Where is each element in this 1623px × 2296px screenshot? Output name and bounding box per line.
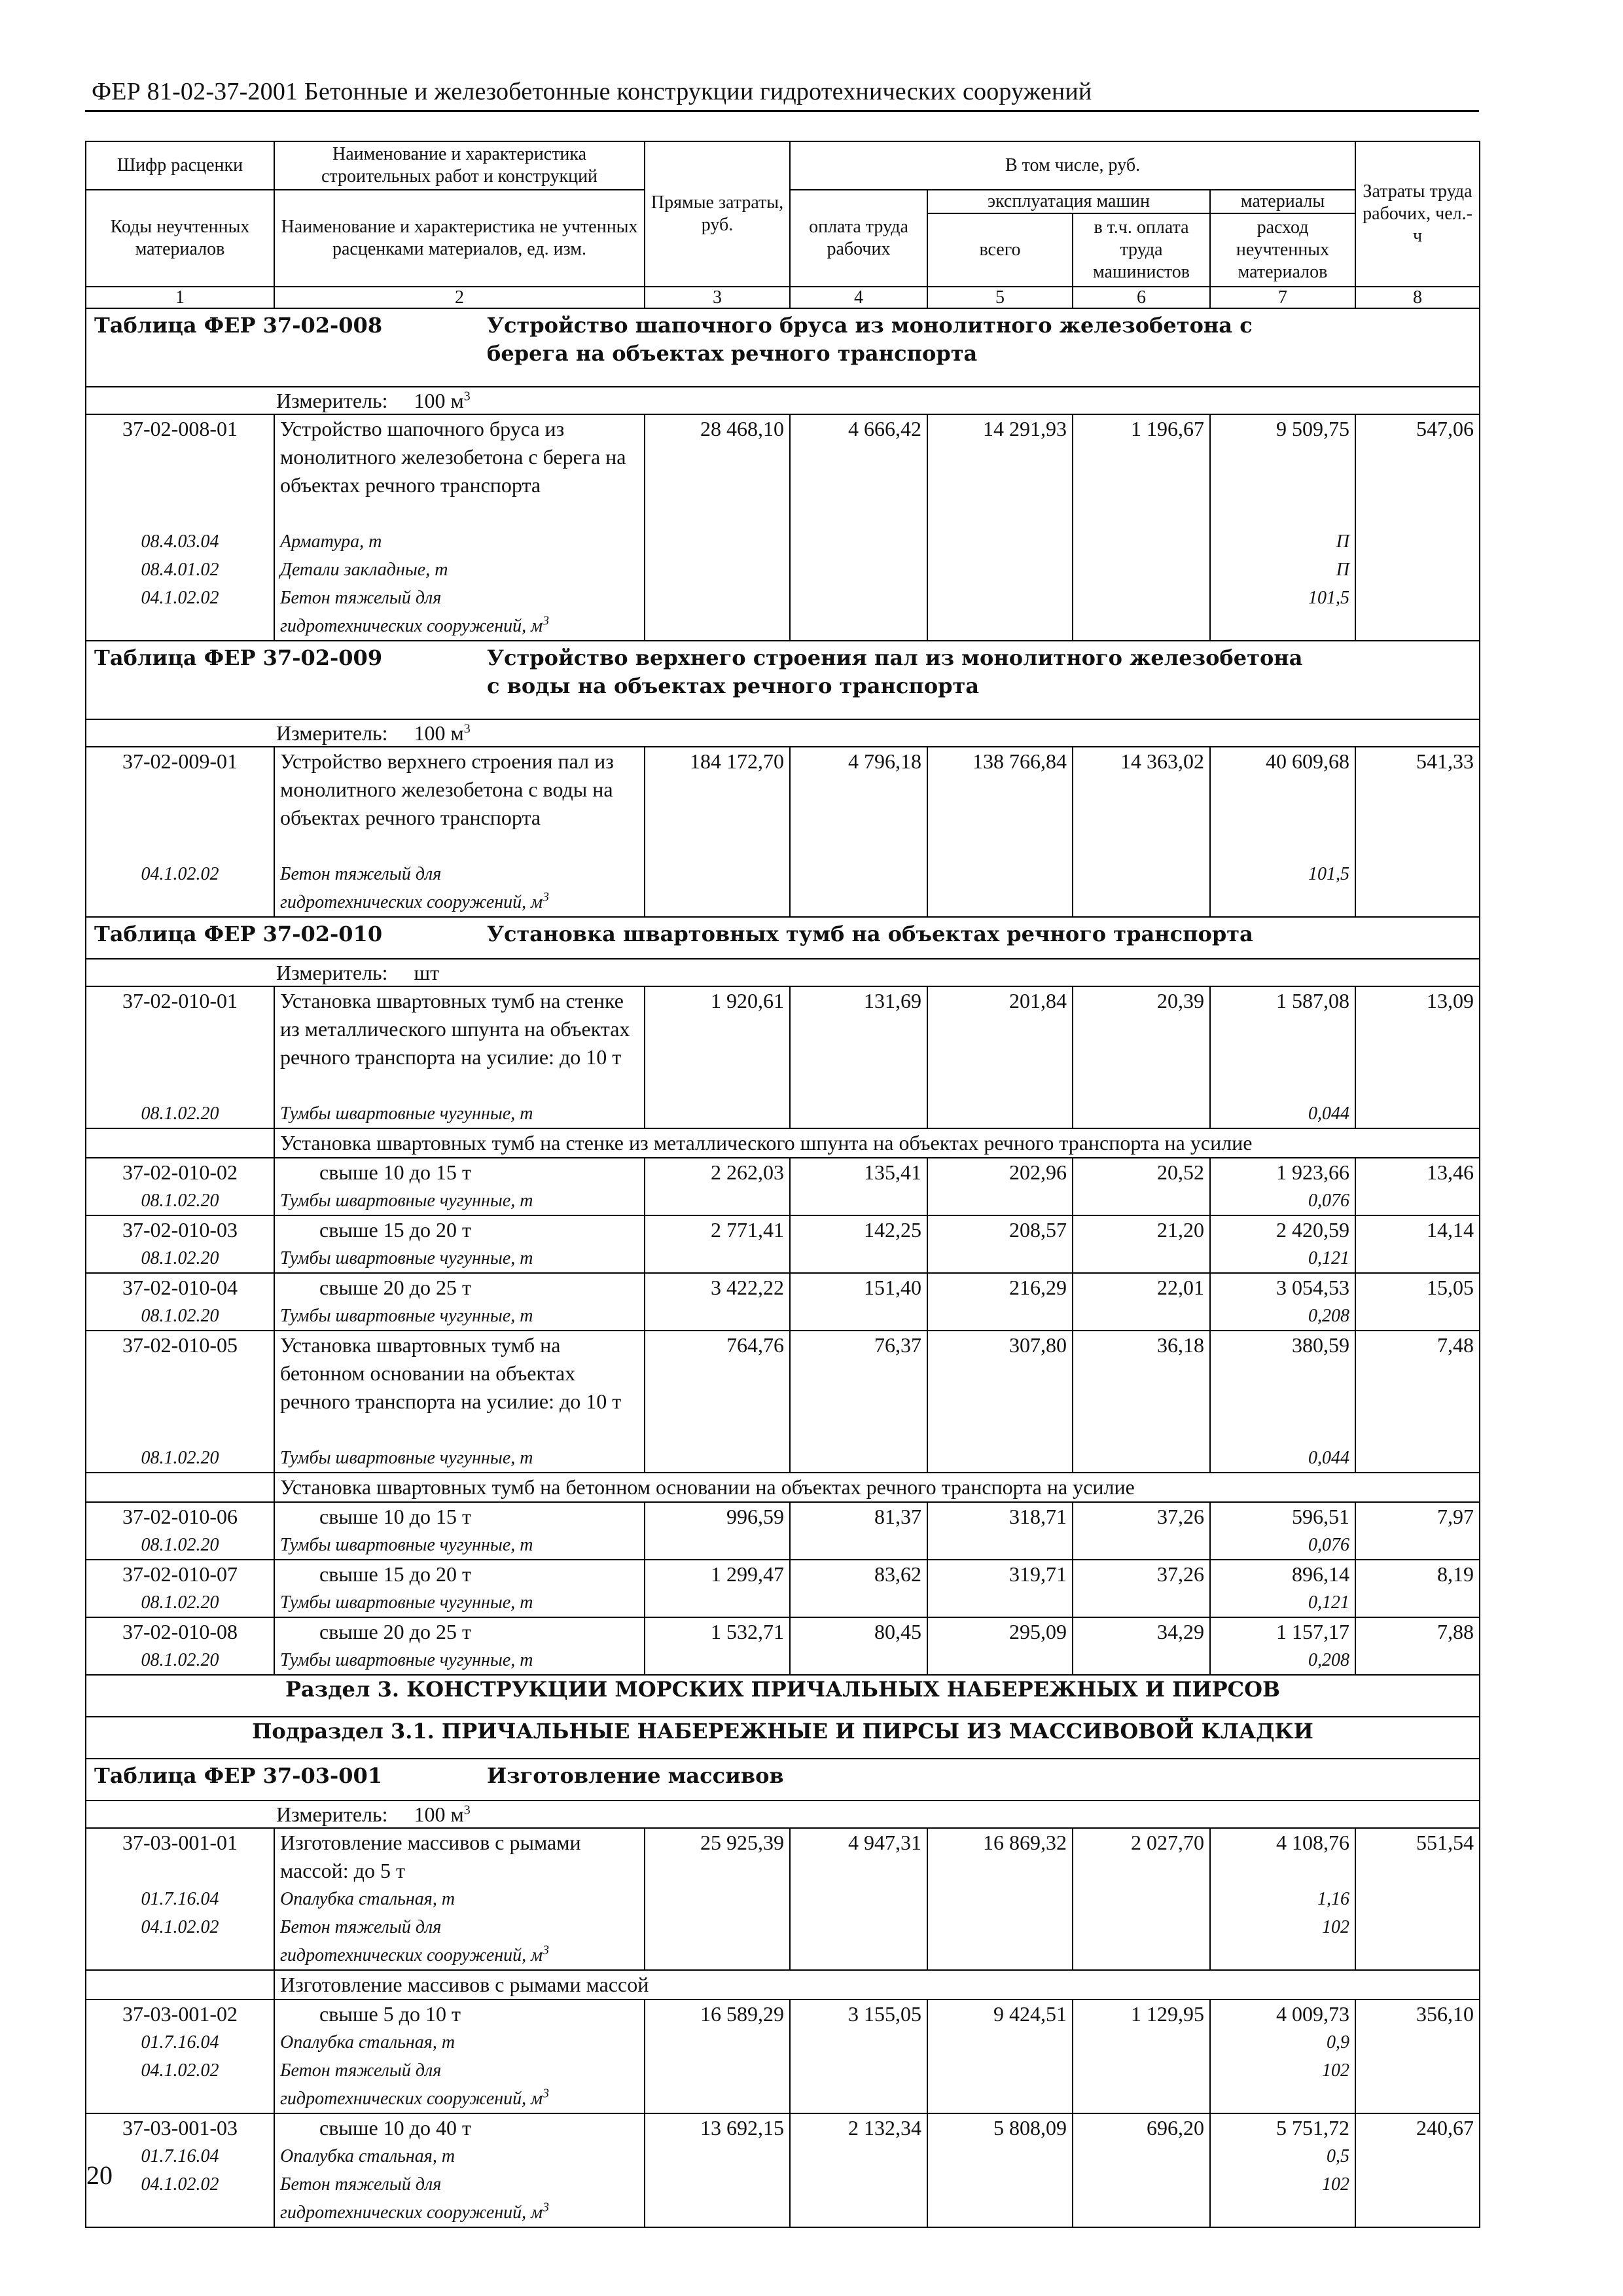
- col-labor-header: оплата труда рабочих: [790, 190, 927, 287]
- resource-name: Тумбы швартовные чугунные, т: [280, 1650, 533, 1670]
- meter-label: Измеритель:: [276, 1803, 388, 1826]
- rate-code: 37-03-001-02 01.7.16.04 04.1.02.02: [86, 2000, 274, 2113]
- work-hours: 541,33: [1355, 747, 1480, 917]
- rate-name: Устройство верхнего строения пал из монолитного железобетона с воды на объектах речного транспорта Бетон тяжелый для гидротехнических сооружений, $м^3$: [274, 747, 645, 917]
- resource-code: 04.1.02.02: [141, 588, 219, 608]
- table-row: [86, 986, 1480, 1128]
- table-code: Таблица ФЕР 37-03-001: [94, 1763, 383, 1788]
- resource-code: 08.1.02.20: [141, 1306, 219, 1326]
- resource-name: Бетон тяжелый для: [280, 1917, 442, 1937]
- col-number: 6: [1073, 287, 1210, 308]
- col-number: 5: [927, 287, 1073, 308]
- table-name: Установка швартовных тумб на объектах речного транспорта: [487, 922, 1253, 946]
- direct-cost: 2 262,03: [645, 1158, 790, 1215]
- table-code: Таблица ФЕР 37-02-009: [94, 645, 383, 670]
- machine-cost: 5 808,09: [927, 2113, 1073, 2227]
- resource-value: 1,16: [1317, 1889, 1350, 1909]
- resource-code: 01.7.16.04: [141, 2032, 219, 2053]
- resource-value: П: [1336, 560, 1350, 580]
- labor-cost: 76,37: [790, 1331, 927, 1473]
- resource-name: Детали закладные, т: [280, 560, 448, 580]
- subsection-row: [86, 1717, 1480, 1759]
- rate-code: 37-02-010-04 08.1.02.20: [86, 1273, 274, 1331]
- direct-cost: 764,76: [645, 1331, 790, 1473]
- direct-cost: 1 920,61: [645, 986, 790, 1128]
- rate-code: 37-02-010-08 08.1.02.20: [86, 1617, 274, 1675]
- resource-name: Тумбы швартовные чугунные, т: [280, 1535, 533, 1555]
- table-row: [86, 1158, 1480, 1215]
- resource-name-cont: гидротехнических сооружений, $м^3$: [280, 2086, 550, 2109]
- resource-code: 01.7.16.04: [141, 2146, 219, 2166]
- machine-labor-cost: 20,39: [1073, 986, 1210, 1128]
- table-title: [86, 308, 1480, 387]
- meter-row: [86, 959, 1480, 986]
- resource-code: 08.1.02.20: [141, 1592, 219, 1613]
- resource-name: Тумбы швартовные чугунные, т: [280, 1448, 533, 1468]
- col-number: 3: [645, 287, 790, 308]
- machine-cost: 307,80: [927, 1331, 1073, 1473]
- col-incl-header: В том числе, руб.: [790, 141, 1355, 190]
- machine-labor-cost: 14 363,02: [1073, 747, 1210, 917]
- group-note: Установка швартовных тумб на бетонном основании на объектах речного транспорта на усилие: [274, 1473, 1480, 1502]
- rate-code: 37-02-010-07 08.1.02.20: [86, 1560, 274, 1617]
- machine-labor-cost: 2 027,70: [1073, 1828, 1210, 1970]
- col-number: 8: [1355, 287, 1480, 308]
- resource-code: 08.4.01.02: [141, 560, 219, 580]
- labor-cost: 135,41: [790, 1158, 927, 1215]
- rate-name: свыше 15 до 20 т Тумбы швартовные чугунные, т: [274, 1215, 645, 1273]
- table-row: [86, 1331, 1480, 1473]
- machine-labor-cost: 37,26: [1073, 1502, 1210, 1560]
- resource-name: Арматура, т: [280, 531, 382, 552]
- labor-cost: 2 132,34: [790, 2113, 927, 2227]
- direct-cost: 25 925,39: [645, 1828, 790, 1970]
- col-name-header: Наименование и характеристика строительных работ и конструкций: [274, 141, 645, 190]
- table-row: [86, 1560, 1480, 1617]
- meter-label: Измеритель:: [276, 389, 388, 412]
- work-hours: 7,48: [1355, 1331, 1480, 1473]
- table-title-row: [86, 641, 1480, 719]
- machine-labor-cost: 696,20: [1073, 2113, 1210, 2227]
- col-number: 4: [790, 287, 927, 308]
- direct-cost: 3 422,22: [645, 1273, 790, 1331]
- rate-code: 37-02-009-01 04.1.02.02: [86, 747, 274, 917]
- resource-value: 0,5: [1327, 2146, 1350, 2166]
- resource-name-cont: гидротехнических сооружений, $м^3$: [280, 613, 550, 636]
- work-hours: 15,05: [1355, 1273, 1480, 1331]
- group-note: Изготовление массивов с рымами массой: [274, 1970, 1480, 2000]
- resource-name-cont: гидротехнических сооружений, $м^3$: [280, 2200, 550, 2223]
- table-row: [86, 2113, 1480, 2227]
- material-cost: 1 587,08 0,044: [1210, 986, 1355, 1128]
- machine-labor-cost: 21,20: [1073, 1215, 1210, 1273]
- resource-name: Опалубка стальная, т: [280, 1889, 455, 1909]
- meter: [86, 387, 1480, 414]
- labor-cost: 83,62: [790, 1560, 927, 1617]
- table-code: Таблица ФЕР 37-02-010: [94, 922, 383, 946]
- work-hours: 356,10: [1355, 2000, 1480, 2113]
- machine-cost: 9 424,51: [927, 2000, 1073, 2113]
- material-cost: 1 923,66 0,076: [1210, 1158, 1355, 1215]
- resource-name: Бетон тяжелый для: [280, 864, 442, 884]
- group-note: Установка швартовных тумб на стенке из металлического шпунта на объектах речного транспорта на усилие: [274, 1128, 1480, 1158]
- resource-value: 0,076: [1308, 1191, 1350, 1211]
- col-number: 7: [1210, 287, 1355, 308]
- resource-name: Тумбы швартовные чугунные, т: [280, 1592, 533, 1613]
- material-cost: 1 157,17 0,208: [1210, 1617, 1355, 1675]
- direct-cost: 1 299,47: [645, 1560, 790, 1617]
- table-title: [86, 641, 1480, 719]
- work-hours: 8,19: [1355, 1560, 1480, 1617]
- direct-cost: 184 172,70: [645, 747, 790, 917]
- table-title-row: [86, 1759, 1480, 1801]
- work-hours: 13,46: [1355, 1158, 1480, 1215]
- machine-labor-cost: 20,52: [1073, 1158, 1210, 1215]
- header-rule: [85, 110, 1479, 112]
- col-direct-header: Прямые затраты, руб.: [645, 141, 790, 287]
- resource-name: Тумбы швартовные чугунные, т: [280, 1191, 533, 1211]
- rate-code: 37-02-010-03 08.1.02.20: [86, 1215, 274, 1273]
- table-row: [86, 1273, 1480, 1331]
- rate-name: свыше 5 до 10 т Опалубка стальная, т Бетон тяжелый для гидротехнических сооружений, $м^3$: [274, 2000, 645, 2113]
- resource-value: 102: [1322, 1917, 1350, 1937]
- resource-value: 0,208: [1308, 1306, 1350, 1326]
- resource-value: 0,044: [1308, 1448, 1350, 1468]
- table-row: [86, 1502, 1480, 1560]
- resource-value: 102: [1322, 2174, 1350, 2195]
- meter: [86, 1801, 1480, 1828]
- resource-value: 102: [1322, 2060, 1350, 2081]
- resource-value: 0,9: [1327, 2032, 1350, 2053]
- meter-value: 100 $м^3$: [414, 1803, 471, 1826]
- resource-code: 08.4.03.04: [141, 531, 219, 552]
- labor-cost: 80,45: [790, 1617, 927, 1675]
- work-hours: 13,09: [1355, 986, 1480, 1128]
- labor-cost: 4 796,18: [790, 747, 927, 917]
- meter-value: 100 $м^3$: [414, 389, 471, 412]
- resource-code: 08.1.02.20: [141, 1103, 219, 1124]
- material-cost: 4 108,76 1,16 102: [1210, 1828, 1355, 1970]
- direct-cost: 16 589,29: [645, 2000, 790, 2113]
- work-hours: 240,67: [1355, 2113, 1480, 2227]
- machine-labor-cost: 36,18: [1073, 1331, 1210, 1473]
- resource-name: Бетон тяжелый для: [280, 2174, 442, 2195]
- col-machines-header: эксплуатация машин: [927, 190, 1210, 213]
- table-name: Устройство верхнего строения пал из монолитного железобетона: [487, 645, 1303, 670]
- rate-name: Устройство шапочного бруса из монолитного железобетона с берега на объектах речного транспорта Арматура, т Детали закладные, т Бетон тяжелый для гидротехнических сооружений, $м^3$: [274, 414, 645, 641]
- resource-value: 0,121: [1308, 1248, 1350, 1268]
- resource-value: П: [1336, 531, 1350, 552]
- machine-labor-cost: 1 196,67: [1073, 414, 1210, 641]
- resource-code: 04.1.02.02: [141, 2060, 219, 2081]
- rate-name: свыше 10 до 40 т Опалубка стальная, т Бетон тяжелый для гидротехнических сооружений, $м^3$: [274, 2113, 645, 2227]
- table-row: [86, 414, 1480, 641]
- page-number: 20: [86, 2161, 113, 2190]
- material-cost: 596,51 0,076: [1210, 1502, 1355, 1560]
- work-hours: 547,06: [1355, 414, 1480, 641]
- column-numbers-row: [86, 287, 1480, 308]
- machine-cost: 318,71: [927, 1502, 1073, 1560]
- subsection-title: Подраздел 3.1. ПРИЧАЛЬНЫЕ НАБЕРЕЖНЫЕ И ПИРСЫ ИЗ МАССИВОВОЙ КЛАДКИ: [86, 1717, 1480, 1759]
- col-number: 1: [86, 287, 274, 308]
- machine-cost: 14 291,93: [927, 414, 1073, 641]
- rate-code: 37-02-010-02 08.1.02.20: [86, 1158, 274, 1215]
- group-note-row: [86, 1473, 1480, 1502]
- material-cost: 3 054,53 0,208: [1210, 1273, 1355, 1331]
- work-hours: 7,97: [1355, 1502, 1480, 1560]
- table-row: [86, 747, 1480, 917]
- table-row: [86, 2000, 1480, 2113]
- table-row: [86, 1215, 1480, 1273]
- header-row-1: [86, 141, 1480, 190]
- machine-cost: 201,84: [927, 986, 1073, 1128]
- material-cost: 9 509,75 П П 101,5: [1210, 414, 1355, 641]
- rate-name: свыше 10 до 15 т Тумбы швартовные чугунные, т: [274, 1158, 645, 1215]
- resource-value: 0,208: [1308, 1650, 1350, 1670]
- resource-name: Бетон тяжелый для: [280, 588, 442, 608]
- resource-name: Опалубка стальная, т: [280, 2146, 455, 2166]
- resource-name: Тумбы швартовные чугунные, т: [280, 1306, 533, 1326]
- resource-value: 101,5: [1308, 588, 1350, 608]
- machine-cost: 208,57: [927, 1215, 1073, 1273]
- machine-labor-cost: 22,01: [1073, 1273, 1210, 1331]
- labor-cost: 4 947,31: [790, 1828, 927, 1970]
- meter-row: [86, 719, 1480, 747]
- material-cost: 5 751,72 0,5 102: [1210, 2113, 1355, 2227]
- section-title: Раздел 3. КОНСТРУКЦИИ МОРСКИХ ПРИЧАЛЬНЫХ НАБЕРЕЖНЫХ И ПИРСОВ: [86, 1675, 1480, 1717]
- resource-code: 04.1.02.02: [141, 2174, 219, 2195]
- meter-row: [86, 1801, 1480, 1828]
- group-note-row: [86, 1128, 1480, 1158]
- table-name-cont: с воды на объектах речного транспорта: [487, 673, 980, 698]
- rate-name: Изготовление массивов с рымами массой: до 5 т Опалубка стальная, т Бетон тяжелый для гидротехнических сооружений, $м^3$: [274, 1828, 645, 1970]
- table-row: [86, 1617, 1480, 1675]
- col-mat-unacc-header: расход неучтенных материалов: [1210, 213, 1355, 287]
- rate-name: Установка швартовных тумб на бетонном основании на объектах речного транспорта на усилие: до 10 т Тумбы швартовные чугунные, т: [274, 1331, 645, 1473]
- col-materials-header: материалы: [1210, 190, 1355, 213]
- table-code: Таблица ФЕР 37-02-008: [94, 313, 383, 338]
- rate-name: Установка швартовных тумб на стенке из металлического шпунта на объектах речного транспорта на усилие: до 10 т Тумбы швартовные чугунные, т: [274, 986, 645, 1128]
- machine-cost: 319,71: [927, 1560, 1073, 1617]
- labor-cost: 4 666,42: [790, 414, 927, 641]
- resource-code: 08.1.02.20: [141, 1535, 219, 1555]
- work-hours: 551,54: [1355, 1828, 1480, 1970]
- material-cost: 896,14 0,121: [1210, 1560, 1355, 1617]
- work-hours: 7,88: [1355, 1617, 1480, 1675]
- machine-labor-cost: 37,26: [1073, 1560, 1210, 1617]
- labor-cost: 81,37: [790, 1502, 927, 1560]
- meter-label: Измеритель:: [276, 721, 388, 745]
- machine-cost: 16 869,32: [927, 1828, 1073, 1970]
- direct-cost: 13 692,15: [645, 2113, 790, 2227]
- rates-table: [85, 141, 1480, 2228]
- rate-name: свыше 20 до 25 т Тумбы швартовные чугунные, т: [274, 1273, 645, 1331]
- resource-name-cont: гидротехнических сооружений, $м^3$: [280, 1943, 550, 1965]
- material-cost: 4 009,73 0,9 102: [1210, 2000, 1355, 2113]
- table-title: [86, 917, 1480, 959]
- direct-cost: 996,59: [645, 1502, 790, 1560]
- table-title-row: [86, 308, 1480, 387]
- col-number: 2: [274, 287, 645, 308]
- rate-name: свыше 10 до 15 т Тумбы швартовные чугунные, т: [274, 1502, 645, 1560]
- col-unacc-code-header: Коды неучтенных материалов: [86, 190, 274, 287]
- section-row: [86, 1675, 1480, 1717]
- resource-code: 08.1.02.20: [141, 1248, 219, 1268]
- resource-value: 0,044: [1308, 1103, 1350, 1124]
- table-name-cont: берега на объектах речного транспорта: [487, 341, 978, 366]
- meter-row: [86, 387, 1480, 414]
- machine-cost: 138 766,84: [927, 747, 1073, 917]
- rate-name: свыше 20 до 25 т Тумбы швартовные чугунные, т: [274, 1617, 645, 1675]
- material-cost: 40 609,68 101,5: [1210, 747, 1355, 917]
- col-code-header: Шифр расценки: [86, 141, 274, 190]
- meter-label: Измеритель:: [276, 961, 388, 984]
- meter-value: 100 $м^3$: [414, 721, 471, 745]
- material-cost: 380,59 0,044: [1210, 1331, 1355, 1473]
- table-title-row: [86, 917, 1480, 959]
- table-title: [86, 1759, 1480, 1801]
- direct-cost: 28 468,10: [645, 414, 790, 641]
- resource-name: Тумбы швартовные чугунные, т: [280, 1103, 533, 1124]
- resource-name: Тумбы швартовные чугунные, т: [280, 1248, 533, 1268]
- rate-code: 37-02-010-06 08.1.02.20: [86, 1502, 274, 1560]
- machine-cost: 295,09: [927, 1617, 1073, 1675]
- rate-code: 37-03-001-03 01.7.16.04 04.1.02.02: [86, 2113, 274, 2227]
- machine-cost: 202,96: [927, 1158, 1073, 1215]
- machine-labor-cost: 1 129,95: [1073, 2000, 1210, 2113]
- direct-cost: 2 771,41: [645, 1215, 790, 1273]
- resource-code: 08.1.02.20: [141, 1448, 219, 1468]
- col-mach-labor-header: в т.ч. оплата труда машинистов: [1073, 213, 1210, 287]
- labor-cost: 151,40: [790, 1273, 927, 1331]
- resource-value: 0,121: [1308, 1592, 1350, 1613]
- resource-name: Опалубка стальная, т: [280, 2032, 455, 2053]
- machine-cost: 216,29: [927, 1273, 1073, 1331]
- rate-name: свыше 15 до 20 т Тумбы швартовные чугунные, т: [274, 1560, 645, 1617]
- labor-cost: 142,25: [790, 1215, 927, 1273]
- col-mach-total-header: всего: [927, 213, 1073, 287]
- labor-cost: 3 155,05: [790, 2000, 927, 2113]
- work-hours: 14,14: [1355, 1215, 1480, 1273]
- machine-labor-cost: 34,29: [1073, 1617, 1210, 1675]
- resource-code: 04.1.02.02: [141, 864, 219, 884]
- rate-code: 37-02-008-01 08.4.03.04 08.4.01.02 04.1.02.02: [86, 414, 274, 641]
- resource-name-cont: гидротехнических сооружений, $м^3$: [280, 889, 550, 912]
- resource-code: 08.1.02.20: [141, 1650, 219, 1670]
- group-note-row: [86, 1970, 1480, 2000]
- meter: [86, 959, 1480, 986]
- table-name: Устройство шапочного бруса из монолитного железобетона с: [487, 313, 1253, 338]
- rate-code: 37-02-010-05 08.1.02.20: [86, 1331, 274, 1473]
- resource-code: 08.1.02.20: [141, 1191, 219, 1211]
- col-unacc-name-header: Наименование и характеристика не учтенных расценками материалов, ед. изм.: [274, 190, 645, 287]
- col-work-header: Затраты труда рабочих, чел.-ч: [1355, 141, 1480, 287]
- direct-cost: 1 532,71: [645, 1617, 790, 1675]
- table-name: Изготовление массивов: [487, 1763, 784, 1788]
- rate-code: 37-02-010-01 08.1.02.20: [86, 986, 274, 1128]
- running-header: ФЕР 81-02-37-2001 Бетонные и железобетонные конструкции гидротехнических сооружений: [92, 78, 1092, 105]
- rate-code: 37-03-001-01 01.7.16.04 04.1.02.02: [86, 1828, 274, 1970]
- labor-cost: 131,69: [790, 986, 927, 1128]
- material-cost: 2 420,59 0,121: [1210, 1215, 1355, 1273]
- table-row: [86, 1828, 1480, 1970]
- resource-name: Бетон тяжелый для: [280, 2060, 442, 2081]
- resource-code: 04.1.02.02: [141, 1917, 219, 1937]
- resource-value: 0,076: [1308, 1535, 1350, 1555]
- resource-code: 01.7.16.04: [141, 1889, 219, 1909]
- meter: [86, 719, 1480, 747]
- resource-value: 101,5: [1308, 864, 1350, 884]
- meter-value: шт: [414, 961, 440, 984]
